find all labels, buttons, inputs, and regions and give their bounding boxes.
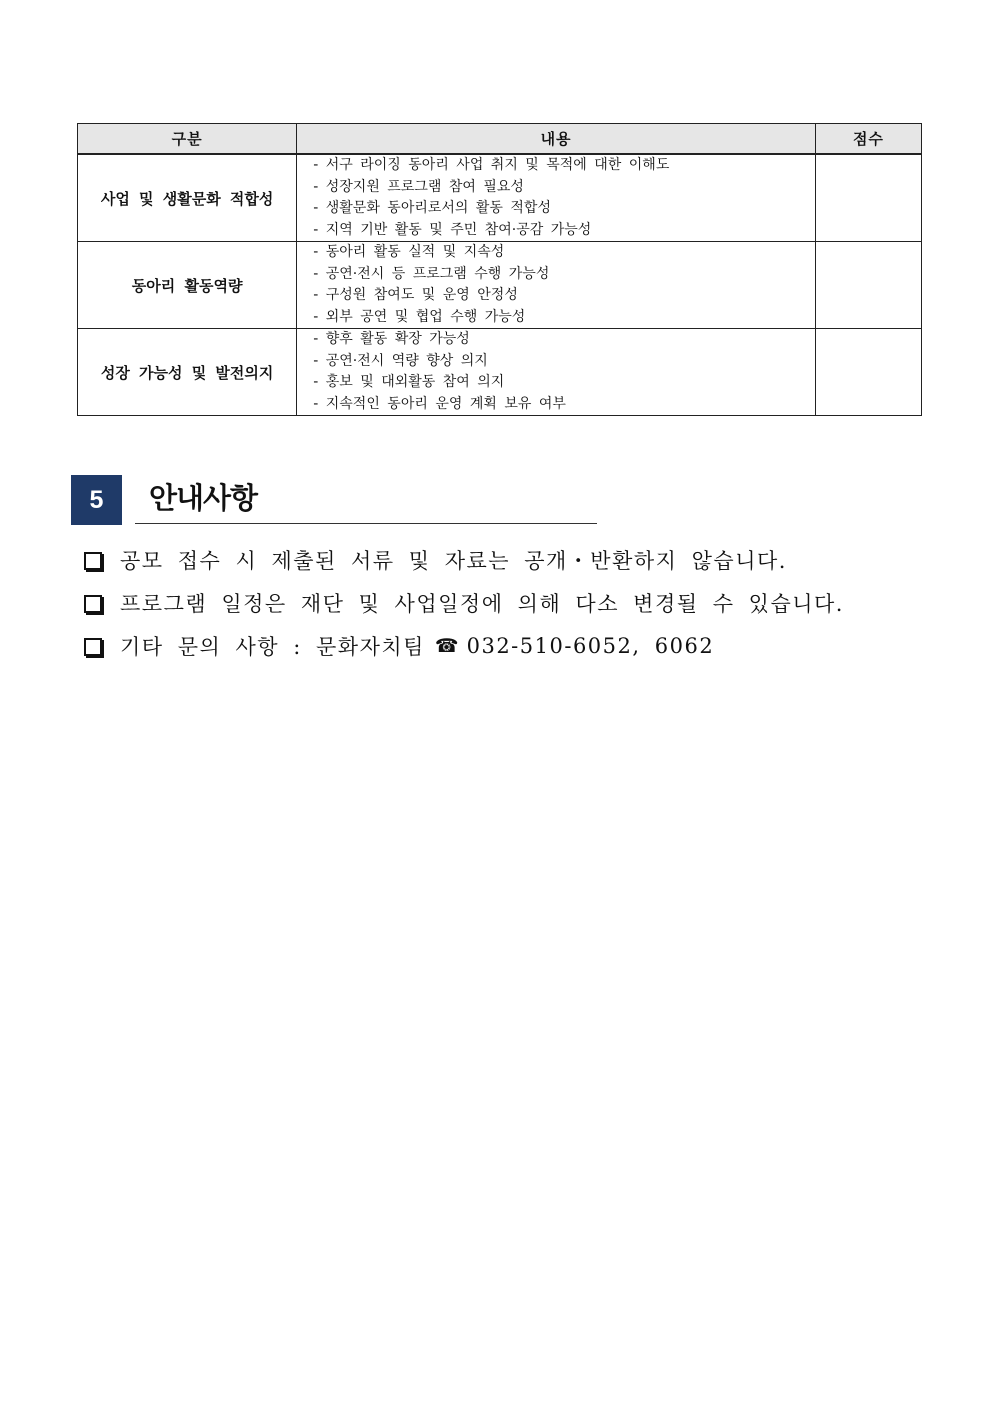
criteria-item: - 성장지원 프로그램 참여 필요성 [313,178,524,195]
criteria-item: - 공연·전시 등 프로그램 수행 가능성 [313,265,550,282]
header-score: 점수 [815,124,921,155]
checkbox-icon [84,552,102,570]
score-cell [815,154,921,242]
criteria-list [313,155,815,241]
checkbox-icon [84,595,102,613]
criteria-item: - 구성원 참여도 및 운영 안정성 [313,287,518,303]
criteria-item: - 향후 활동 확장 가능성 [313,331,470,347]
notice-item [84,538,964,581]
checkbox-icon [84,638,102,656]
header-content: 내용 [297,124,816,155]
phone-icon: ☎ [434,634,459,657]
notice-text: 기타 문의 사항 : 문화자치팀 [120,634,425,659]
criteria-item: - 지속적인 동아리 운영 계획 보유 여부 [313,395,566,412]
score-cell [815,242,921,329]
notice-text: 프로그램 일정은 재단 및 사업일정에 의해 다소 변경될 수 있습니다. [120,591,844,616]
criteria-list [313,329,815,415]
category-cell: 동아리 활동역량 [78,242,297,329]
criteria-item: - 서구 라이징 동아리 사업 취지 및 목적에 대한 이해도 [313,157,670,173]
criteria-item: - 외부 공연 및 협업 수행 가능성 [313,308,526,325]
content-cell [297,154,816,242]
table-header-row [78,124,922,155]
section-number-badge: 5 [71,475,122,525]
evaluation-criteria-table [77,123,922,416]
criteria-item: - 홍보 및 대외활동 참여 의지 [313,374,505,390]
header-category: 구분 [78,124,297,155]
contact-number: 032-510-6052, 6062 [466,633,715,658]
table-row [78,329,922,416]
section-title: 안내사항 [149,481,258,515]
notice-item [84,624,964,667]
table-row [78,242,922,329]
category-cell: 사업 및 생활문화 적합성 [78,154,297,242]
criteria-item: - 동아리 활동 실적 및 지속성 [313,244,505,260]
criteria-list [313,242,815,328]
criteria-item: - 생활문화 동아리로서의 활동 적합성 [313,200,551,216]
score-cell [815,329,921,416]
category-cell: 성장 가능성 및 발전의지 [78,329,297,416]
criteria-item: - 지역 기반 활동 및 주민 참여·공감 가능성 [313,221,592,238]
notice-list [84,538,964,667]
notice-item [84,581,964,624]
criteria-item: - 공연·전시 역량 향상 의지 [313,352,488,369]
notice-text: 공모 접수 시 제출된 서류 및 자료는 공개・반환하지 않습니다. [120,548,787,573]
table-row [78,154,922,242]
section-divider [135,523,597,524]
content-cell [297,329,816,416]
content-cell [297,242,816,329]
